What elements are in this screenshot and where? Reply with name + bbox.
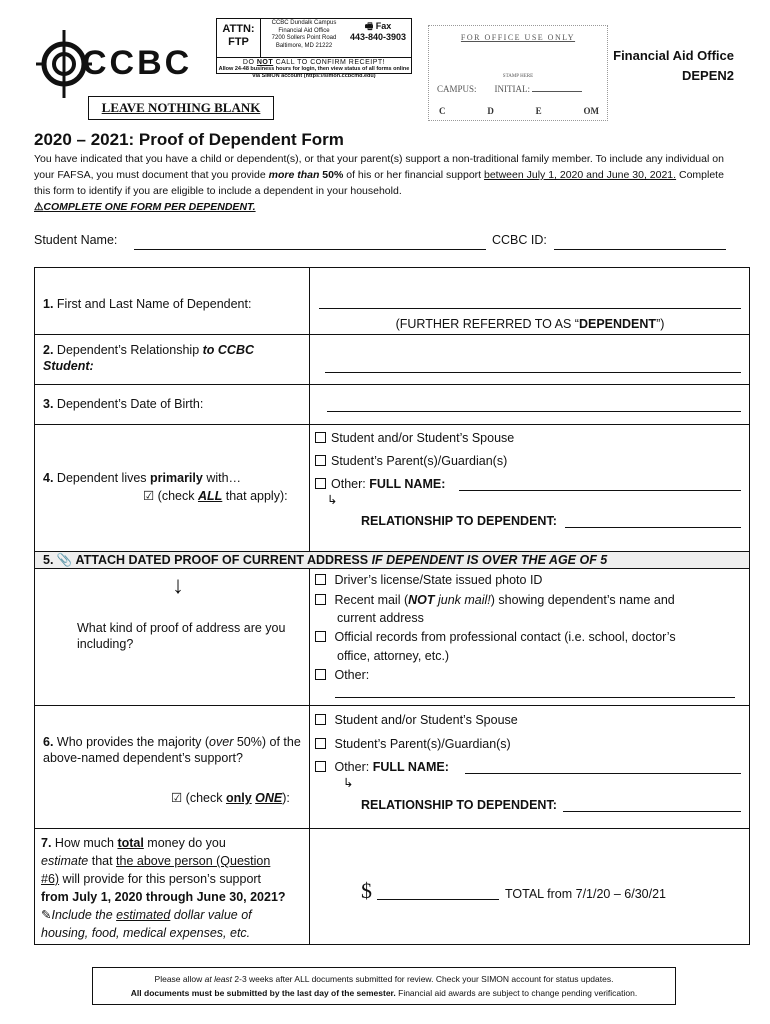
paperclip-icon: 📎 (56, 553, 73, 567)
form-table (34, 267, 750, 945)
q4-option-student[interactable]: Student and/or Student’s Spouse (315, 430, 514, 446)
stamp-here: STAMP HERE (502, 74, 534, 79)
q1-label: 1. First and Last Name of Dependent: (43, 297, 252, 311)
warning-icon: ⚠ (34, 201, 44, 213)
q5-other-field[interactable] (335, 697, 735, 698)
checkbox[interactable] (315, 738, 326, 749)
q5-option-official-line2: office, attorney, etc.) (337, 649, 450, 663)
address-line: Baltimore, MD 21222 (275, 42, 333, 49)
checkbox[interactable] (315, 455, 326, 466)
code-item: C (439, 106, 446, 116)
complete-one-notice: ⚠COMPLETE ONE FORM PER DEPENDENT. (34, 201, 256, 213)
office-use-box (428, 25, 608, 121)
q6-relationship-label: RELATIONSHIP TO DEPENDENT: (361, 798, 557, 812)
ccbc-id-field[interactable] (554, 249, 726, 250)
arrow-icon: ↳ (343, 776, 354, 790)
attn-label-text: ATTN: (222, 23, 255, 35)
q6-option-student[interactable]: Student and/or Student’s Spouse (315, 712, 518, 728)
code-item: E (535, 106, 542, 116)
q5-option-official[interactable]: Official records from professional contact (i.e. school, doctor’s (315, 629, 676, 645)
fax-number: 443-840-3903 (349, 32, 407, 42)
checkbox[interactable] (315, 594, 326, 605)
q4-full-name-field[interactable] (459, 490, 741, 491)
q4-option-other[interactable]: Other: FULL NAME: (315, 476, 445, 492)
address-line: Financial Aid Office (278, 27, 330, 34)
q1-name-field[interactable] (319, 308, 741, 309)
address-line: CCBC Dundalk Campus (271, 20, 337, 26)
campus-initial-row: CAMPUS: INITIAL: (437, 84, 582, 94)
attn-address (263, 20, 345, 50)
q6-option-other[interactable]: Other: FULL NAME: (315, 759, 449, 775)
q4-relationship-label: RELATIONSHIP TO DEPENDENT: (361, 514, 557, 528)
q7-amount-field[interactable] (377, 899, 499, 900)
logo-text: CCBC (82, 44, 193, 82)
attn-fax (345, 21, 411, 43)
q5-question: What kind of proof of address are you including? (77, 621, 286, 651)
q4-relationship-field[interactable] (565, 527, 741, 528)
checkbox[interactable] (315, 574, 326, 585)
checkbox[interactable] (315, 714, 326, 725)
q5-option-license[interactable]: Driver’s license/State issued photo ID (315, 572, 542, 588)
fax-icon: 🖷 (364, 21, 374, 31)
code-item: D (487, 106, 494, 116)
pencil-icon: ✎ (41, 908, 52, 922)
address-line: 7200 Sollers Point Road (271, 35, 337, 41)
student-row (34, 233, 734, 247)
q2-label: 2. Dependent’s Relationship to CCBC Student: (43, 343, 255, 373)
q5-option-other[interactable]: Other: (315, 667, 369, 683)
q5-option-mail[interactable]: Recent mail (NOT junk mail!) showing dependent’s name and (315, 592, 675, 608)
form-code: DEPEN2 (681, 68, 734, 83)
q4-label: 4. Dependent lives primarily with… (43, 471, 242, 485)
intro-paragraph: You have indicated that you have a child or dependent(s), or that your parent(s) support a non-traditional family member. To include any individual on your FAFSA, you must document that you provide more than 50% of his or her financial support between July 1, 2020 and June 30, 2021. Complete this form to identify if you are eligible to include a dependent in your household. (34, 153, 724, 197)
fax-label: Fax (375, 21, 392, 31)
code-item: OM (583, 106, 599, 116)
attn-box (216, 18, 412, 79)
checkbox[interactable] (315, 432, 326, 443)
dollar-sign: $ (361, 878, 372, 903)
do-not-call-notice: DO NOT CALL TO CONFIRM RECEIPT! (217, 57, 411, 67)
checkbox[interactable] (315, 761, 326, 772)
office-use-title: FOR OFFICE USE ONLY (460, 33, 576, 42)
q1-note: (FURTHER REFERRED TO AS “DEPENDENT”) (395, 317, 665, 331)
down-arrow-icon: ↓ (172, 572, 184, 599)
q5-header: 5. 📎 ATTACH DATED PROOF OF CURRENT ADDRESS IF DEPENDENT IS OVER THE AGE OF 5 (43, 553, 608, 567)
footer-line2: All documents must be submitted by the last day of the semester. Financial aid awards are subject to change pending verification. (130, 988, 638, 998)
student-name-field[interactable] (134, 249, 486, 250)
q3-label: 3. Dependent’s Date of Birth: (43, 397, 204, 411)
office-heading (612, 46, 734, 86)
office-codes (439, 106, 599, 116)
q6-check-instructions: ☑ (check only ONE): (171, 791, 290, 805)
checkbox[interactable] (315, 631, 326, 642)
attn-method: FTP (228, 36, 249, 48)
footer-notice (92, 967, 676, 1005)
q6-relationship-field[interactable] (563, 811, 741, 812)
ccbc-id-label: CCBC ID: (492, 233, 547, 247)
q5-option-mail-line2: current address (337, 611, 424, 625)
q2-relationship-field[interactable] (325, 372, 741, 373)
q7-total-label: TOTAL from 7/1/20 – 6/30/21 (505, 887, 666, 901)
q4-option-parent[interactable]: Student’s Parent(s)/Guardian(s) (315, 453, 507, 469)
footer-line1: Please allow at least 2-3 weeks after ALL documents submitted for review. Check your SIMON account for status updates. (154, 974, 614, 984)
q3-dob-field[interactable] (327, 411, 741, 412)
q6-label: 6. Who provides the majority (over 50%) of the above-named dependent’s support? (43, 735, 301, 765)
checkbox[interactable] (315, 669, 326, 680)
checkbox[interactable] (315, 478, 326, 489)
student-name-label: Student Name: (34, 233, 118, 247)
office-name: Financial Aid Office (613, 48, 734, 63)
q6-full-name-field[interactable] (465, 773, 741, 774)
form-title: 2020 – 2021: Proof of Dependent Form (34, 130, 344, 149)
arrow-icon: ↳ (327, 493, 338, 507)
allow-hours-notice: Allow 24-48 business hours for login, then view status of all forms online via SIMON account (https://simon.ccbcmd.edu) (218, 66, 410, 79)
q7-label: 7. How much total money do you estimate that the above person (Question #6) will provide for this person’s support from July 1, 2020 through June 30, 2021? ✎Include the estimated dollar value of housing, food, medical expenses, etc. (41, 836, 286, 940)
q6-option-parent[interactable]: Student’s Parent(s)/Guardian(s) (315, 736, 511, 752)
q4-check-instructions: ☑ (check ALL that apply): (143, 489, 288, 503)
attn-label (217, 19, 261, 57)
leave-nothing-blank: LEAVE NOTHING BLANK (88, 96, 274, 120)
